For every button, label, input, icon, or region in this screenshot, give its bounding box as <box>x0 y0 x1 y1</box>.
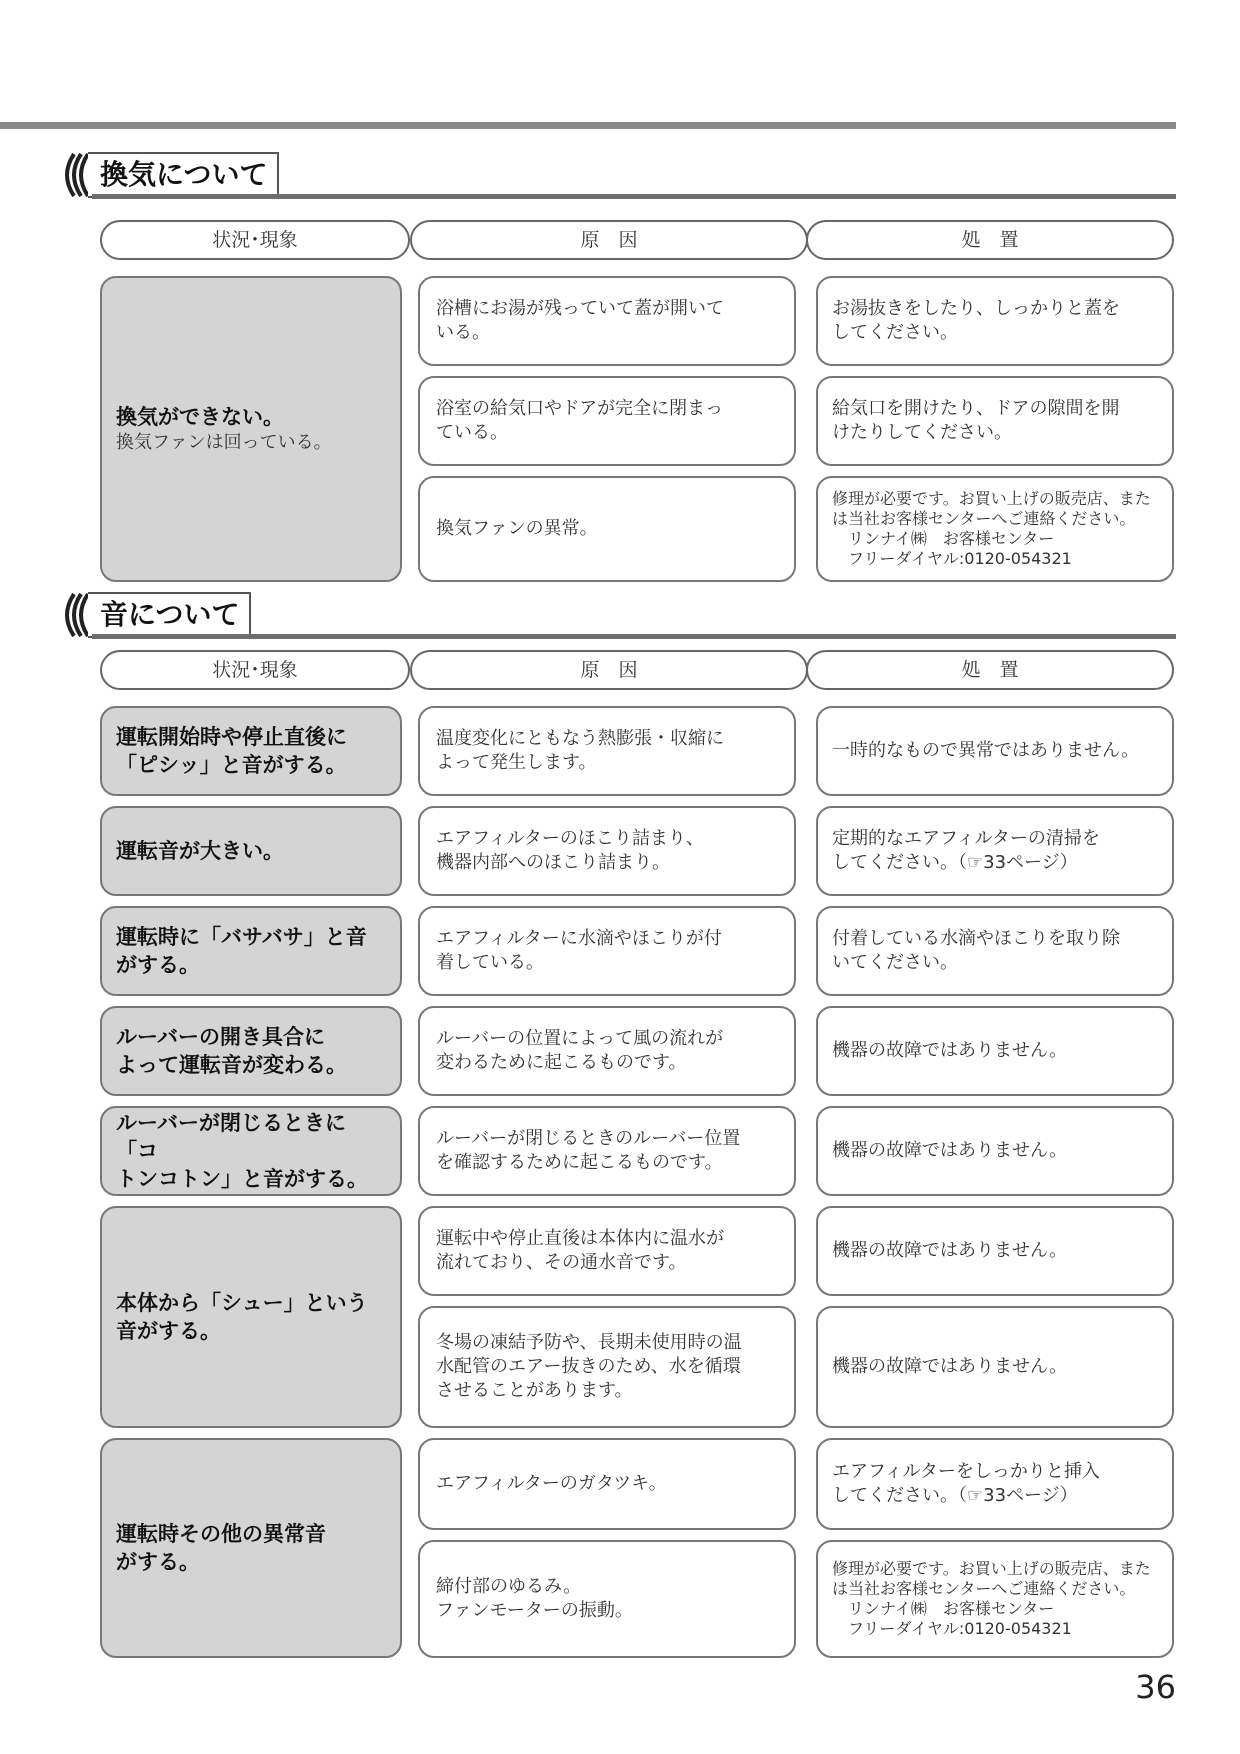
cause-cell: 運転中や停止直後は本体内に温水が 流れており、その通水音です。 <box>418 1206 796 1296</box>
symptom-cell <box>100 1438 402 1658</box>
header-remedy: 処 置 <box>806 650 1174 690</box>
symptom-cell <box>100 706 402 796</box>
symptom-text: 運転開始時や停止直後に 「ピシッ」と音がする。 <box>116 725 347 777</box>
symptom-text: 運転時に「バサバサ」と音 がする。 <box>116 925 367 977</box>
cause-cell: ルーバーの位置によって風の流れが 変わるために起こるものです。 <box>418 1006 796 1096</box>
symptom-cell <box>100 1206 402 1428</box>
header-symptom: 状況･現象 <box>100 650 410 690</box>
cause-cell: 締付部のゆるみ。 ファンモーターの振動。 <box>418 1540 796 1658</box>
cause-cell: 浴槽にお湯が残っていて蓋が開いて いる。 <box>418 276 796 366</box>
remedy-cell: エアフィルターをしっかりと挿入 してください。（☞33ページ） <box>816 1438 1174 1530</box>
remedy-cell: お湯抜きをしたり、しっかりと蓋を してください。 <box>816 276 1174 366</box>
cause-cell: ルーバーが閉じるときのルーバー位置 を確認するために起こるものです。 <box>418 1106 796 1196</box>
remedy-cell: 機器の故障ではありません。 <box>816 1106 1174 1196</box>
symptom-cell <box>100 276 402 582</box>
section-rule <box>92 634 1176 639</box>
symptom-text: ルーバーが閉じるときに「コ トンコトン」と音がする。 <box>116 1111 368 1191</box>
section-title-sound <box>56 590 1176 640</box>
symptom-text: 運転音が大きい。 <box>116 839 284 863</box>
header-remedy: 処 置 <box>806 220 1174 260</box>
remedy-cell: 修理が必要です。お買い上げの販売店、また は当社お客様センターへご連絡ください。 リンナイ㈱ お客様センター フリーダイヤル:0120-054321 <box>816 1540 1174 1658</box>
symptom-text: 運転時その他の異常音 がする。 <box>116 1522 326 1574</box>
remedy-cell: 一時的なもので異常ではありません。 <box>816 706 1174 796</box>
section-title-ventilation <box>56 150 1176 200</box>
cause-cell: 冬場の凍結予防や、長期未使用時の温 水配管のエアー抜きのため、水を循環 させることがあります。 <box>418 1306 796 1428</box>
section-heading: 換気について <box>88 152 279 198</box>
symptom-text: ルーバーの開き具合に よって運転音が変わる。 <box>116 1025 347 1077</box>
cause-cell: エアフィルターのほこり詰まり、 機器内部へのほこり詰まり。 <box>418 806 796 896</box>
symptom-cell <box>100 1106 402 1196</box>
remedy-cell: 修理が必要です。お買い上げの販売店、また は当社お客様センターへご連絡ください。 リンナイ㈱ お客様センター フリーダイヤル:0120-054321 <box>816 476 1174 582</box>
cause-cell: 温度変化にともなう熱膨張・収縮に よって発生します。 <box>418 706 796 796</box>
remedy-cell: 機器の故障ではありません。 <box>816 1306 1174 1428</box>
section-heading: 音について <box>88 592 251 638</box>
cause-cell: 換気ファンの異常。 <box>418 476 796 582</box>
remedy-cell: 定期的なエアフィルターの清掃を してください。（☞33ページ） <box>816 806 1174 896</box>
remedy-cell: 付着している水滴やほこりを取り除 いてください。 <box>816 906 1174 996</box>
symptom-cell <box>100 806 402 896</box>
cause-cell: 浴室の給気口やドアが完全に閉まっ ている。 <box>418 376 796 466</box>
header-cause: 原 因 <box>410 220 808 260</box>
remedy-cell: 機器の故障ではありません。 <box>816 1206 1174 1296</box>
symptom-text: 本体から「シュー」という 音がする。 <box>116 1291 368 1343</box>
symptom-subtext: 換気ファンは回っている。 <box>116 432 332 453</box>
symptom-cell <box>100 1006 402 1096</box>
remedy-cell: 機器の故障ではありません。 <box>816 1006 1174 1096</box>
header-cause: 原 因 <box>410 650 808 690</box>
symptom-cell <box>100 906 402 996</box>
remedy-cell: 給気口を開けたり、ドアの隙間を開 けたりしてください。 <box>816 376 1174 466</box>
cause-cell: エアフィルターに水滴やほこりが付 着している。 <box>418 906 796 996</box>
section-rule <box>92 194 1176 199</box>
cause-cell: エアフィルターのガタツキ。 <box>418 1438 796 1530</box>
header-symptom: 状況･現象 <box>100 220 410 260</box>
symptom-text: 換気ができない。 <box>116 405 284 429</box>
top-rule <box>0 122 1176 129</box>
page-number: 36 <box>1135 1668 1176 1706</box>
